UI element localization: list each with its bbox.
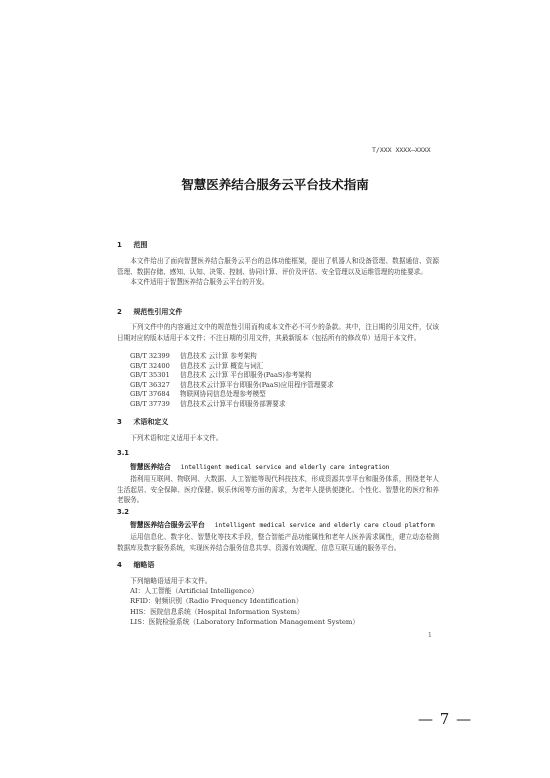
abbreviation-item: AI：人工智能（Artificial Intelligence） (130, 587, 259, 596)
reference-code: GB/T 32400 (130, 361, 170, 370)
reference-item (130, 400, 334, 410)
abbreviation-item: RFID：射频识别（Radio Frequency Identification） (130, 597, 303, 606)
term-english: intelligent medical service and elderly care integration (180, 464, 390, 471)
term-number: 3.2 (117, 508, 130, 516)
abbreviation-item: LIS：医院检验系统（Laboratory Information Management System） (130, 617, 360, 626)
reference-item (130, 371, 334, 381)
reference-code: GB/T 36327 (130, 380, 170, 389)
paragraph: 下列文件中的内容通过文中的规范性引用而构成本文件必不可少的条款。其中，注日期的引用文件，仅该日期对应的版本适用于本文件；不注日期的引用文件，其最新版本（包括所有的修改单）适用于本文件。 (117, 323, 439, 342)
term-chinese: 智慧医养结合服务云平台 (130, 521, 205, 529)
reference-list (130, 352, 334, 409)
section-title: 缩略语 (133, 561, 155, 569)
reference-title: 物联网协同信息处理参考模型 (180, 390, 266, 398)
section-2-heading (117, 307, 182, 317)
paragraph: 指利用互联网、物联网、大数据、人工智能等现代科技技术，形成资源共享平台和服务体系，围绕老年人生活起居、安全保障、医疗保健、娱乐休闲等方面的需求，为老年人提供便捷化、个性化、智慧化的医疗和养老服务。 (117, 475, 439, 505)
reference-item (130, 390, 334, 400)
page-footer-number: — 7 — (418, 710, 473, 728)
paragraph: 本文件适用于智慧医养结合服务云平台的开发。 (130, 278, 269, 287)
section-title: 范围 (133, 241, 148, 249)
reference-code: GB/T 37684 (130, 390, 170, 398)
document-code: T/XXX XXXX—XXXX (372, 146, 431, 154)
reference-code: GB/T 32399 (130, 352, 170, 360)
section-number: 4 (117, 561, 122, 569)
reference-title: 信息技术 云计算 参考架构 (180, 352, 257, 360)
reference-title: 信息技术 云计算 概览与词汇 (180, 361, 264, 370)
reference-title: 信息技术 云计算 平台即服务(PaaS)参考架构 (180, 371, 312, 379)
section-title: 规范性引用文件 (133, 308, 183, 316)
section-1-body (117, 256, 439, 288)
term-definition (117, 474, 439, 506)
abbreviation-list (130, 576, 359, 627)
reference-title: 信息技术云计算平台即服务部署要求 (180, 399, 286, 408)
section-title: 术语和定义 (133, 418, 169, 426)
term-definition (117, 532, 439, 553)
section-number: 2 (117, 308, 122, 316)
section-number: 3 (117, 418, 122, 426)
term-english: intelligent medical service and elderly care cloud platform (214, 522, 435, 529)
reference-item (130, 381, 334, 391)
paragraph: 下列术语和定义适用于本文件。 (130, 434, 223, 442)
reference-item (130, 362, 334, 372)
reference-title: 信息技术云计算平台即服务(PaaS)应用程序管理要求 (180, 380, 334, 389)
document-title: 智慧医养结合服务云平台技术指南 (181, 177, 369, 192)
term-heading (130, 519, 435, 529)
term-chinese: 智慧医养结合 (130, 463, 171, 471)
inner-page-number: 1 (428, 632, 432, 639)
section-3-intro (117, 433, 439, 444)
reference-code: GB/T 35301 (130, 371, 170, 379)
reference-item (130, 352, 334, 362)
abbreviation-intro: 下列缩略语适用于本文件。 (130, 577, 212, 585)
section-1-heading (117, 240, 147, 250)
section-number: 1 (117, 241, 122, 249)
reference-code: GB/T 37739 (130, 399, 170, 408)
section-3-heading (117, 417, 168, 427)
term-heading (130, 461, 389, 471)
section-4-heading (117, 560, 154, 570)
term-number: 3.1 (117, 449, 130, 457)
paragraph: 运用信息化、数字化、智慧化等技术手段，整合智能产品功能属性和老年人医养需求属性，建立动态检测数据库及数字服务系统，实现医养结合服务信息共享、资源有效调配、信息互联互通的服务平台。 (117, 533, 439, 552)
abbreviation-item: HIS：医院信息系统（Hospital Information System） (130, 607, 304, 616)
paragraph: 本文件给出了面向智慧医养结合服务云平台的总体功能框架，提出了机器人和设备管理、数据通信、资源管理、数据存储、感知、认知、决策、控制、协同计算、评价及评估、安全管理以及运维管理的功能要求。 (117, 257, 439, 276)
section-2-body (117, 322, 439, 343)
